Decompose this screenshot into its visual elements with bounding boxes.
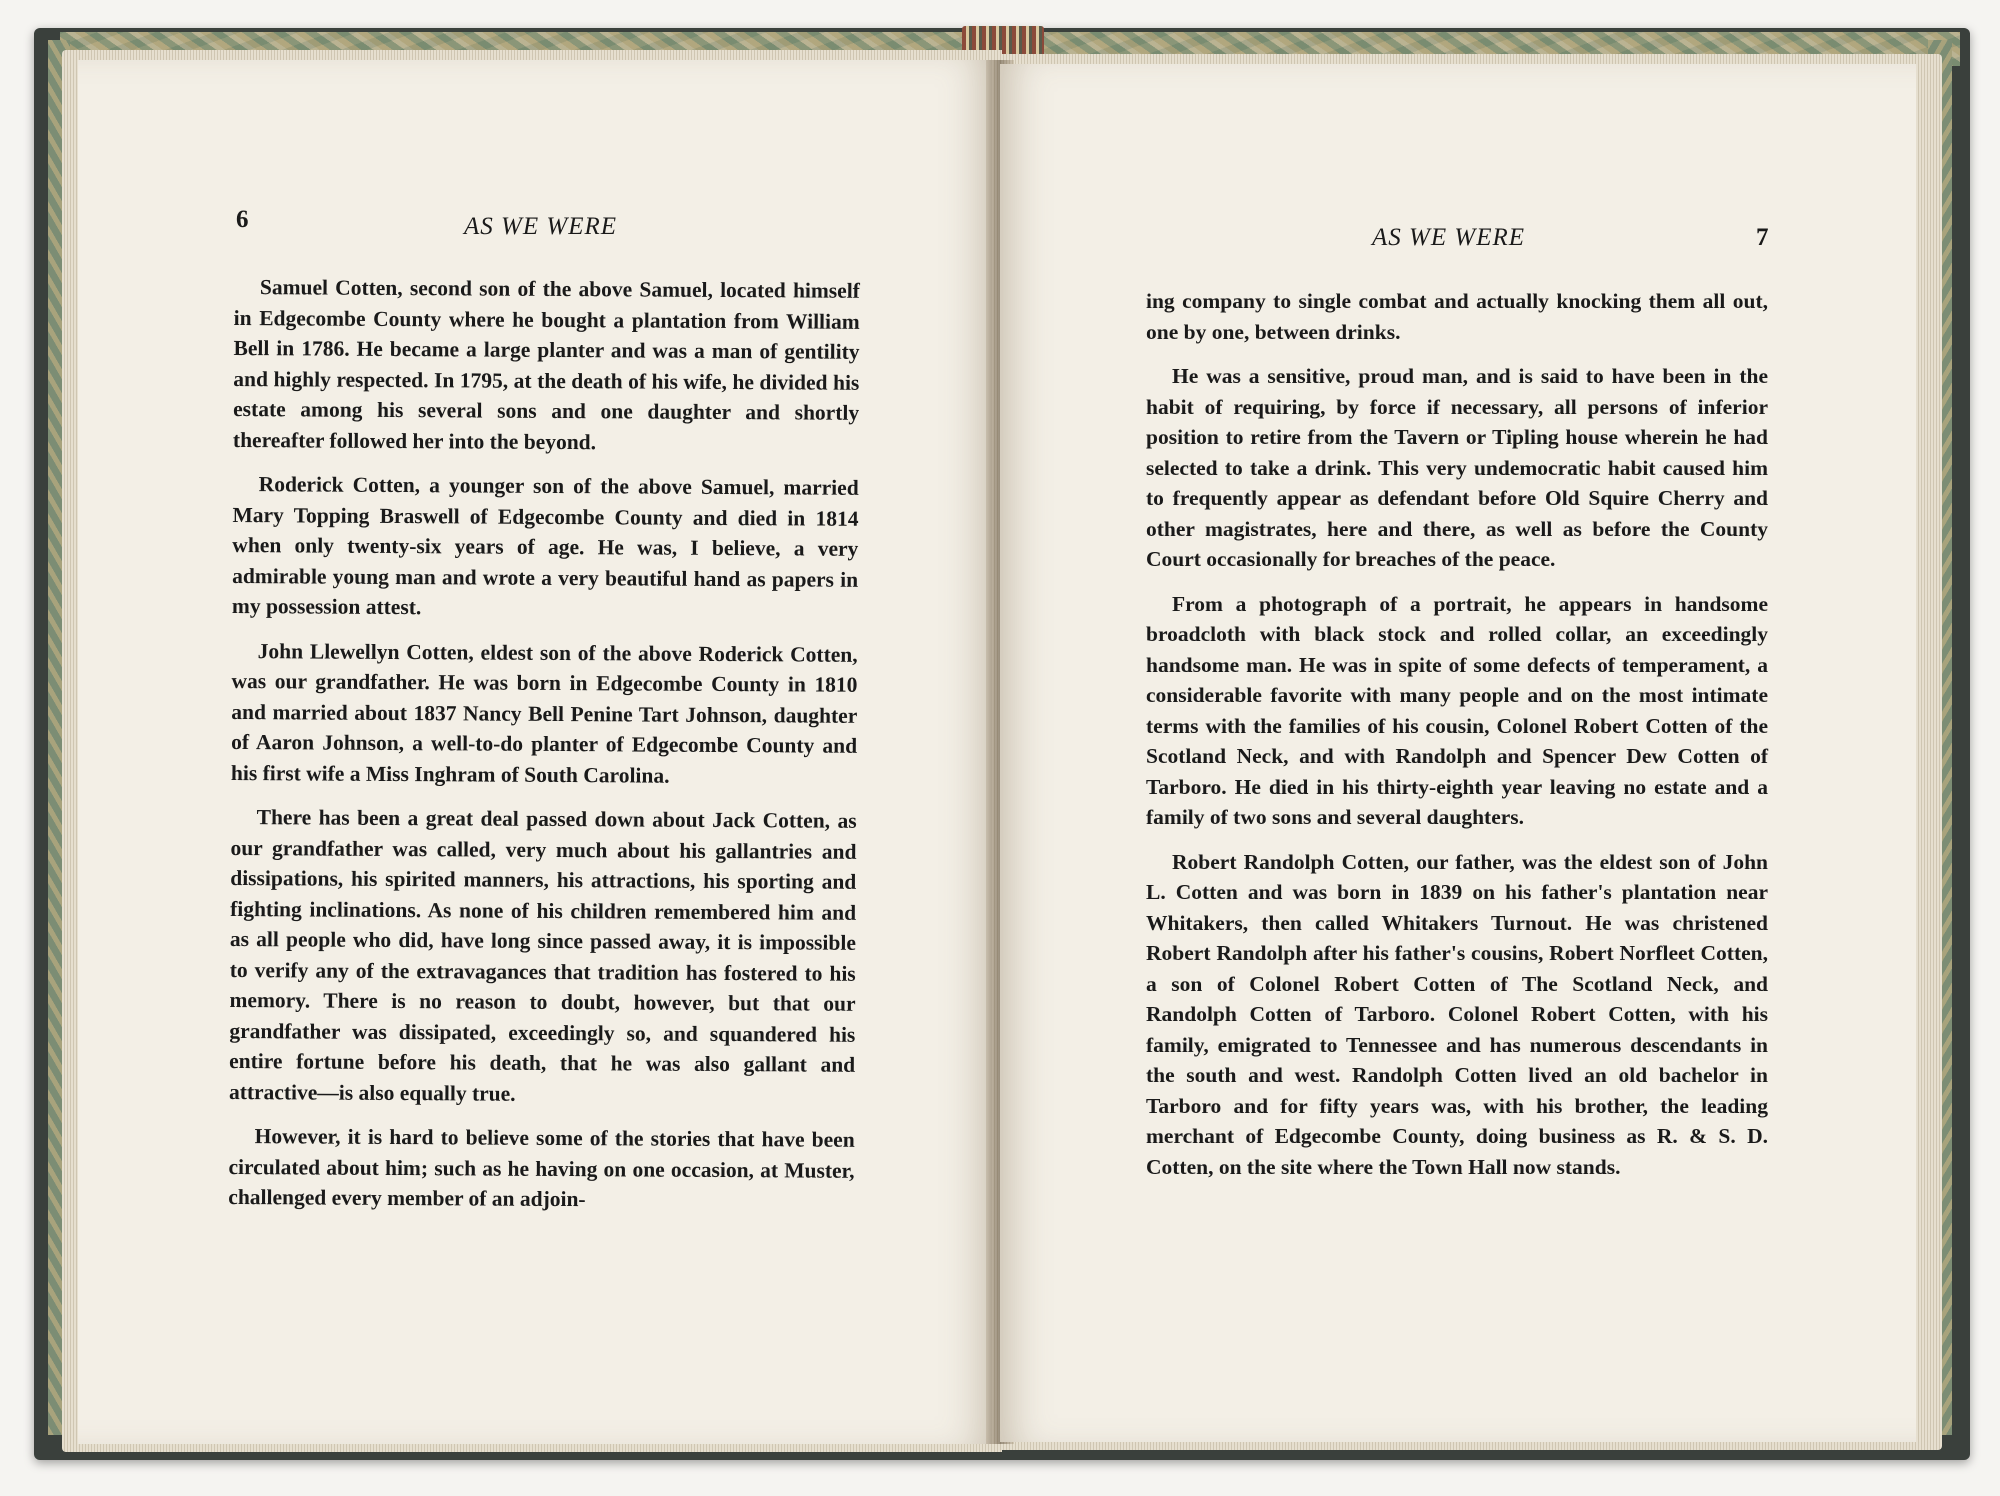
paragraph: Samuel Cotten, second son of the above Samuel, located himself in Edgecombe County where he bought a plantation from William Bell in 1786. He became a large planter and was a man of gentility and highly respected. In 1795, at the death of his wife, he divided his estate among his several sons and one daughter and shortly thereafter followed her into the beyond.	[232, 275, 860, 454]
paragraph: There has been a great deal passed down about Jack Cotten, as our grandfather was called, very much about his gallantries and dissipations, his spirited manners, his attractions, his sporting and fighting inclinations. As none of his children remembered him and as all people who did, have long since passed away, it is impossible to verify any of the extravagances that tradition has fostered to his memory. There is no reason to doubt, however, but that our grandfather was dissipated, exceedingly so, and squandered his entire fortune before his death, that he was also gallant and attractive—is also equally true.	[228, 805, 857, 1106]
continuation-paragraph: ing company to single combat and actually knocking them all out, one by one, between drinks.	[1146, 289, 1768, 344]
right-running-head: AS WE WERE	[1372, 224, 1526, 251]
paragraph: John Llewellyn Cotten, eldest son of the above Roderick Cotten, was our grandfather. He was born in Edgecombe County in 1810 and married about 1837 Nancy Bell Penine Tart Johnson, daughter of Aaron Johnson, a well-to-do planter of Edgecombe County and his first wife a Miss Inghram of South Carolina.	[230, 638, 858, 788]
paragraph: He was a sensitive, proud man, and is said to have been in the habit of requiring, by force if necessary, all persons of inferior position to retire from the Tavern or Tipling house wherein he had selected to take a drink. This very undemocratic habit caused him to frequently appear as defendant before Old Squire Cherry and other magistrates, here and there, as well as before the County Court occasionally for breaches of the peace.	[1146, 364, 1768, 571]
left-running-head: AS WE WERE	[464, 213, 618, 240]
paragraph: Roderick Cotten, a younger son of the above Samuel, married Mary Topping Braswell of Edgecombe County and died in 1814 when only twenty-six years of age. He was, I believe, a very admirable young man and wrote a very beautiful hand as papers in my possession attest.	[231, 472, 859, 620]
right-page-number: 7	[1756, 224, 1769, 251]
paragraph: From a photograph of a portrait, he appears in handsome broadcloth with black stock and rolled collar, an exceedingly handsome man. He was in spite of some defects of temperament, a considerable favorite with many people and on the most intimate terms with the families of his cousin, Colonel Robert Cotten of the Scotland Neck, and with Randolph and Spencer Dew Cotten of Tarboro. He died in his thirty-eighth year leaving no estate and a family of two sons and several daughters.	[1146, 591, 1768, 829]
paragraph: However, it is hard to believe some of the stories that have been circulated about him; such as he having on one occasion, at Muster, challenged every member of an adjoin-	[228, 1124, 855, 1212]
paragraph: Robert Randolph Cotten, our father, was the eldest son of John L. Cotten and was born in 1839 on his father's plantation near Whitakers, then called Whitakers Turnout. He was christened Robert Randolph after his father's cousins, Robert Norfleet Cotten, a son of Colonel Robert Cotten of The Scotland Neck, and Randolph Cotten of Tarboro. Colonel Robert Cotten, with his family, emigrated to Tennessee and has numerous descendants in the south and west. Randolph Cotten lived an old bachelor in Tarboro and for fifty years was, with his brother, the leading merchant of Edgecombe County, doing business as R. & S. D. Cotten, on the site where the Town Hall now stands.	[1146, 849, 1768, 1179]
left-page-body	[228, 272, 860, 1230]
left-page-number: 6	[236, 206, 249, 233]
right-page	[1000, 64, 1916, 1442]
right-page-body	[1146, 286, 1768, 1196]
left-page	[78, 60, 992, 1444]
